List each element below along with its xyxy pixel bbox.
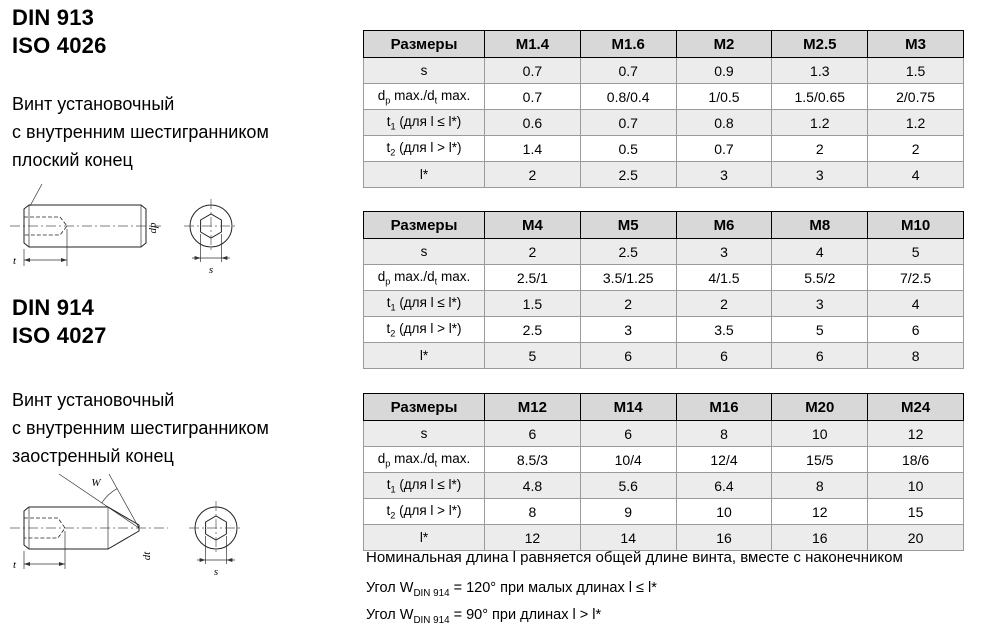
- value-cell: 5: [485, 343, 581, 369]
- header-size-M6: M6: [676, 212, 772, 239]
- din913-label: DIN 913: [12, 5, 95, 30]
- table-row: [364, 317, 964, 343]
- header-size-M8: M8: [772, 212, 868, 239]
- standard-heading-din913: [12, 4, 107, 60]
- value-cell: 18/6: [868, 447, 964, 473]
- value-cell: 10: [772, 421, 868, 447]
- description-line: с внутренним шестигранником: [12, 122, 269, 142]
- header-sizes: Размеры: [364, 31, 485, 58]
- note-angle-90: Угол $W_{DIN 914} = 90^\circ$ при длинах l > l*: [366, 606, 602, 626]
- value-cell: 2.5: [580, 239, 676, 265]
- value-cell: 2: [868, 136, 964, 162]
- value-cell: 1.2: [772, 110, 868, 136]
- value-cell: 2: [580, 291, 676, 317]
- value-cell: 2.5: [580, 162, 676, 188]
- row-label: l*: [364, 525, 485, 551]
- value-cell: 3: [772, 291, 868, 317]
- dimension-label-s: s: [213, 566, 219, 578]
- header-size-M14: M14: [580, 394, 676, 421]
- table-row: [364, 239, 964, 265]
- table-row: [364, 162, 964, 188]
- value-cell: 12/4: [676, 447, 772, 473]
- note-nominal-length: Номинальная длина l равняется общей длине винта, вместе с наконечником: [366, 549, 903, 566]
- value-cell: 1.5/0.65: [772, 84, 868, 110]
- dimension-label-s: s: [208, 264, 214, 276]
- header-size-M5: M5: [580, 212, 676, 239]
- dimensions-table-m4-m10: [363, 211, 964, 369]
- value-cell: 2: [676, 291, 772, 317]
- value-cell: 5: [772, 317, 868, 343]
- angle-label-w: W: [91, 477, 101, 489]
- value-cell: 0.7: [580, 58, 676, 84]
- footnotes: [366, 549, 903, 634]
- value-cell: 4.8: [485, 473, 581, 499]
- value-cell: 16: [772, 525, 868, 551]
- value-cell: 6: [868, 317, 964, 343]
- value-cell: 1.2: [868, 110, 964, 136]
- din914-label: DIN 914: [12, 295, 95, 320]
- header-size-M12: M12: [485, 394, 581, 421]
- table-row: [364, 525, 964, 551]
- value-cell: 0.7: [676, 136, 772, 162]
- row-label: $t_1$ (для l ≤ l*): [364, 110, 485, 136]
- table-header-row: [364, 394, 964, 421]
- value-cell: 8: [676, 421, 772, 447]
- value-cell: 4: [868, 291, 964, 317]
- table-row: [364, 265, 964, 291]
- value-cell: 8: [772, 473, 868, 499]
- standard-heading-din914: [12, 294, 107, 350]
- iso4026-label: ISO 4026: [12, 33, 107, 58]
- iso4027-label: ISO 4027: [12, 323, 107, 348]
- row-label: $d_p$ $\max./d_t$ max.: [364, 265, 485, 291]
- value-cell: 20: [868, 525, 964, 551]
- value-cell: 3.5/1.25: [580, 265, 676, 291]
- value-cell: 3.5: [676, 317, 772, 343]
- value-cell: 15: [868, 499, 964, 525]
- row-label: l*: [364, 162, 485, 188]
- value-cell: 1.5: [868, 58, 964, 84]
- row-label: $d_p$ $\max./d_t$ max.: [364, 84, 485, 110]
- value-cell: 4: [772, 239, 868, 265]
- value-cell: 1.5: [485, 291, 581, 317]
- value-cell: 6: [772, 343, 868, 369]
- table-header-row: [364, 212, 964, 239]
- table-row: [364, 499, 964, 525]
- header-size-M24: M24: [868, 394, 964, 421]
- header-sizes: Размеры: [364, 212, 485, 239]
- dimension-label-dp: dp: [147, 222, 159, 234]
- table-header-row: [364, 31, 964, 58]
- header-size-M10: M10: [868, 212, 964, 239]
- description-line: Винт установочный: [12, 390, 175, 410]
- value-cell: 6: [580, 343, 676, 369]
- value-cell: 16: [676, 525, 772, 551]
- value-cell: 6.4: [676, 473, 772, 499]
- value-cell: 2/0.75: [868, 84, 964, 110]
- value-cell: 12: [485, 525, 581, 551]
- value-cell: 1.3: [772, 58, 868, 84]
- value-cell: 0.5: [580, 136, 676, 162]
- din913-description: [12, 90, 269, 174]
- value-cell: 0.7: [485, 84, 581, 110]
- header-size-M1.6: M1.6: [580, 31, 676, 58]
- value-cell: 15/5: [772, 447, 868, 473]
- value-cell: 7/2.5: [868, 265, 964, 291]
- din914-cone-point-drawing: [6, 470, 316, 582]
- row-label: $t_1$ (для l ≤ l*): [364, 291, 485, 317]
- value-cell: 5.6: [580, 473, 676, 499]
- table-row: [364, 58, 964, 84]
- table-row: [364, 136, 964, 162]
- value-cell: 3: [772, 162, 868, 188]
- value-cell: 4/1.5: [676, 265, 772, 291]
- header-size-M4: M4: [485, 212, 581, 239]
- value-cell: 3: [580, 317, 676, 343]
- table-row: [364, 421, 964, 447]
- value-cell: 1/0.5: [676, 84, 772, 110]
- dimensions-table-m1.4-m3: [363, 30, 964, 188]
- value-cell: 6: [676, 343, 772, 369]
- row-label: l*: [364, 343, 485, 369]
- value-cell: 8.5/3: [485, 447, 581, 473]
- value-cell: 2: [485, 239, 581, 265]
- note-angle-120: Угол $W_{DIN 914} = 120^\circ$ при малых длинах l ≤ l*: [366, 580, 657, 599]
- value-cell: 0.7: [485, 58, 581, 84]
- value-cell: 5: [868, 239, 964, 265]
- value-cell: 2: [772, 136, 868, 162]
- value-cell: 2.5/1: [485, 265, 581, 291]
- value-cell: 10/4: [580, 447, 676, 473]
- description-line: с внутренним шестигранником: [12, 418, 269, 438]
- dimension-label-t: t: [13, 559, 17, 571]
- row-label: $t_1$ (для l ≤ l*): [364, 473, 485, 499]
- value-cell: 4: [868, 162, 964, 188]
- value-cell: 0.9: [676, 58, 772, 84]
- row-label: $t_2$ (для l > l*): [364, 317, 485, 343]
- value-cell: 8: [868, 343, 964, 369]
- value-cell: 10: [676, 499, 772, 525]
- table-row: [364, 447, 964, 473]
- table-row: [364, 110, 964, 136]
- value-cell: 3: [676, 162, 772, 188]
- row-label: s: [364, 239, 485, 265]
- header-size-M20: M20: [772, 394, 868, 421]
- din913-flat-point-drawing: [6, 176, 316, 276]
- header-size-M2: M2: [676, 31, 772, 58]
- row-label: $t_2$ (для l > l*): [364, 136, 485, 162]
- dimension-label-t: t: [13, 255, 17, 267]
- value-cell: 0.6: [485, 110, 581, 136]
- dimensions-table-m12-m24: [363, 393, 964, 551]
- header-size-M3: M3: [868, 31, 964, 58]
- dimension-label-dt: dt: [141, 551, 153, 561]
- description-line: Винт установочный: [12, 94, 175, 114]
- value-cell: 10: [868, 473, 964, 499]
- header-size-M2.5: M2.5: [772, 31, 868, 58]
- table-row: [364, 343, 964, 369]
- value-cell: 0.8: [676, 110, 772, 136]
- value-cell: 3: [676, 239, 772, 265]
- header-size-M1.4: M1.4: [485, 31, 581, 58]
- din914-description: [12, 386, 269, 470]
- value-cell: 2.5: [485, 317, 581, 343]
- description-line: плоский конец: [12, 150, 133, 170]
- value-cell: 0.8/0.4: [580, 84, 676, 110]
- value-cell: 12: [868, 421, 964, 447]
- value-cell: 1.4: [485, 136, 581, 162]
- row-label: $t_2$ (для l > l*): [364, 499, 485, 525]
- row-label: s: [364, 58, 485, 84]
- value-cell: 8: [485, 499, 581, 525]
- value-cell: 14: [580, 525, 676, 551]
- table-row: [364, 473, 964, 499]
- table-row: [364, 84, 964, 110]
- value-cell: 2: [485, 162, 581, 188]
- row-label: s: [364, 421, 485, 447]
- value-cell: 5.5/2: [772, 265, 868, 291]
- header-size-M16: M16: [676, 394, 772, 421]
- value-cell: 9: [580, 499, 676, 525]
- value-cell: 6: [580, 421, 676, 447]
- value-cell: 12: [772, 499, 868, 525]
- description-line: заостренный конец: [12, 446, 174, 466]
- value-cell: 0.7: [580, 110, 676, 136]
- value-cell: 6: [485, 421, 581, 447]
- row-label: $d_p$ $\max./d_t$ max.: [364, 447, 485, 473]
- table-row: [364, 291, 964, 317]
- header-sizes: Размеры: [364, 394, 485, 421]
